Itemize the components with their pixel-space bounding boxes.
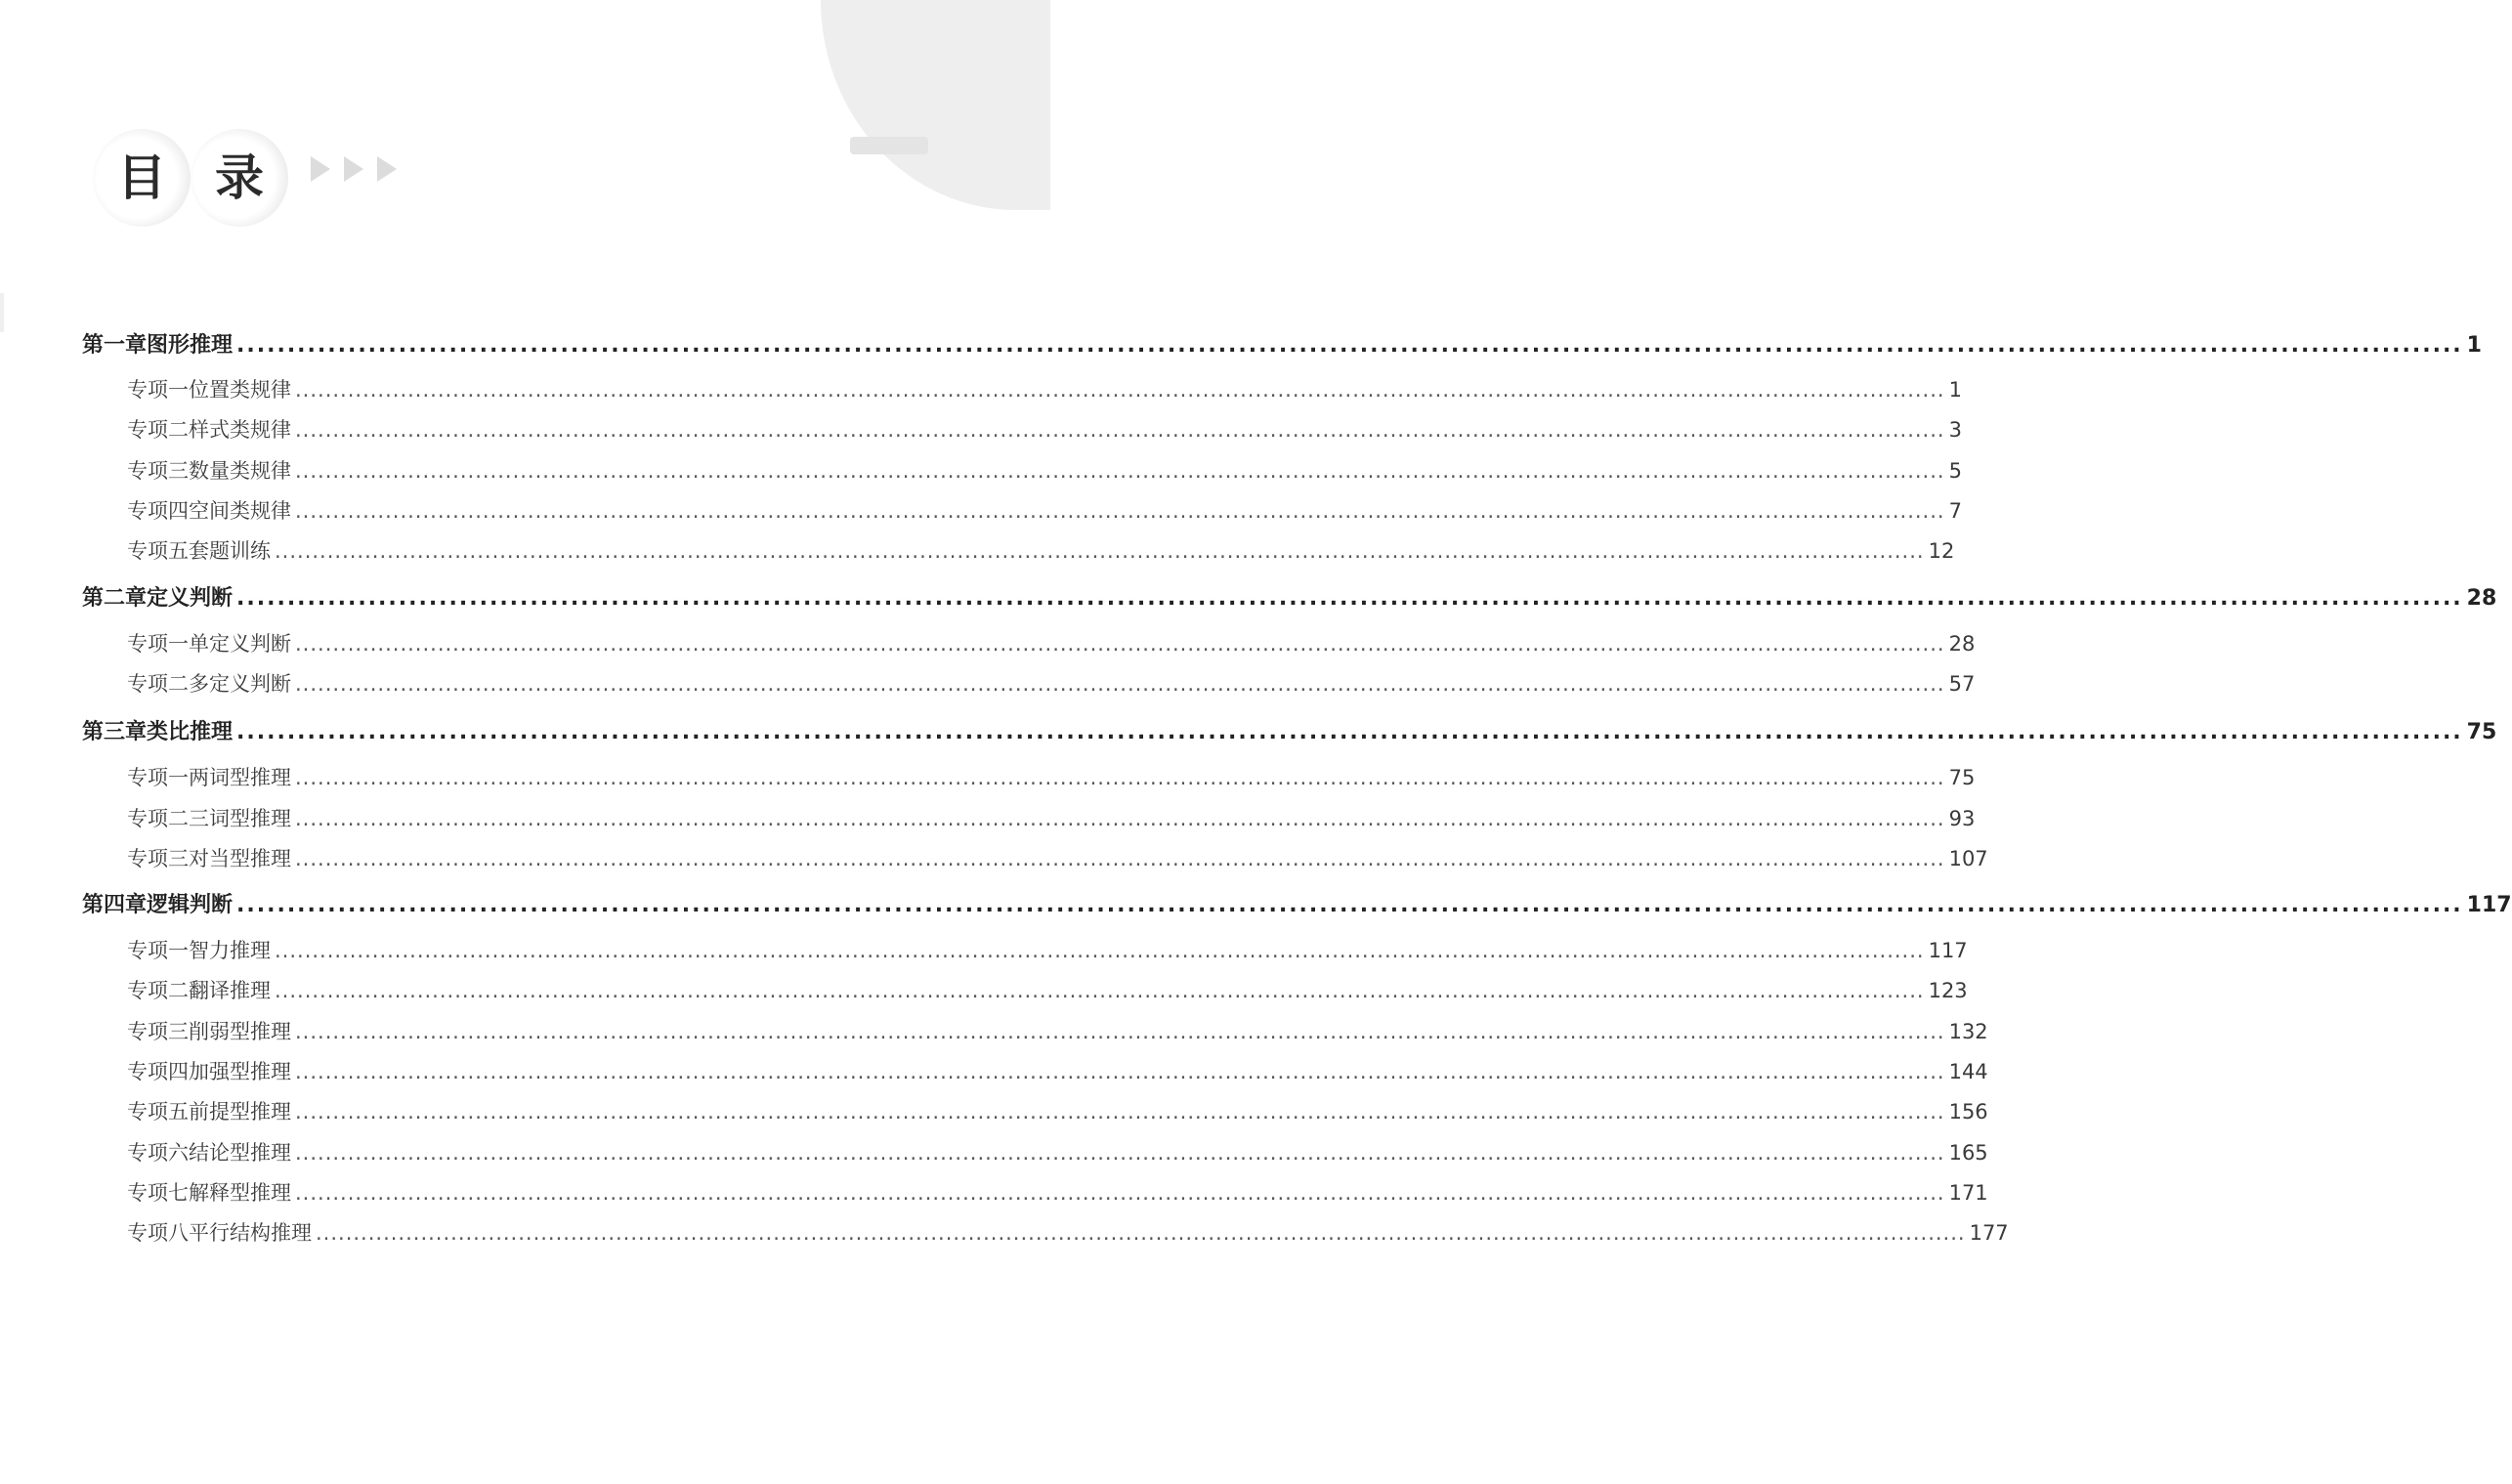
toc-page-number: 1 — [1948, 378, 1962, 402]
toc-page-number: 75 — [1948, 766, 1976, 789]
arrow-right-icon — [311, 156, 330, 182]
toc-leader-dots: ............................................................................................................................................................................................................................ — [295, 1100, 1945, 1124]
toc-entry-title: 样式类规律 — [189, 418, 291, 442]
toc-entry-number: 专项七 — [127, 1181, 189, 1205]
toc-page-number: 57 — [1948, 672, 1976, 696]
toc-entry-title: 逻辑判断 — [147, 893, 234, 917]
toc-entry-title: 加强型推理 — [189, 1060, 291, 1083]
toc-section-row[interactable] — [127, 374, 1962, 403]
toc-entry-title: 单定义判断 — [189, 632, 291, 656]
toc-entry-number: 专项三 — [127, 1020, 189, 1043]
toc-section-row[interactable] — [127, 975, 1968, 1004]
toc-entry-title: 图形推理 — [147, 333, 234, 358]
toc-entry-number: 专项三 — [127, 459, 189, 483]
toc-leader-dots: ............................................................................................................................................................................................................................ — [295, 807, 1945, 830]
toc-page-number: 144 — [1948, 1060, 1988, 1083]
toc-entry-title: 定义判断 — [147, 586, 234, 611]
toc-entry-number: 专项四 — [127, 499, 189, 523]
toc-page-number: 132 — [1948, 1020, 1988, 1043]
toc-leader-dots: ............................................................................................................................................................................................................................ — [295, 766, 1945, 789]
toc-entry-number: 专项二 — [127, 672, 189, 696]
toc-section-row[interactable] — [127, 414, 1962, 444]
title-disc-1 — [93, 129, 191, 227]
toc-entry-number: 专项一 — [127, 939, 189, 962]
toc-entry-title: 智力推理 — [189, 939, 271, 962]
toc-section-row[interactable] — [127, 455, 1962, 485]
toc-entry-title: 平行结构推理 — [189, 1221, 312, 1245]
toc-page-number: 5 — [1948, 459, 1962, 483]
toc-entry-number: 专项四 — [127, 1060, 189, 1083]
arrow-right-icon — [377, 156, 397, 182]
toc-entry-number: 专项五 — [127, 539, 189, 563]
toc-section-row[interactable] — [127, 495, 1962, 525]
toc-entry-title: 空间类规律 — [189, 499, 291, 523]
toc-leader-dots: ............................................................................................................................................................................................................................ — [236, 720, 2463, 744]
toc-page-number: 93 — [1948, 807, 1976, 830]
toc-leader-dots: ............................................................................................................................................................................................................................ — [236, 586, 2463, 611]
toc-entry-title: 解释型推理 — [189, 1181, 291, 1205]
toc-page-number: 75 — [2466, 720, 2497, 744]
toc-entry-number: 第三章 — [82, 720, 148, 744]
toc-leader-dots: ............................................................................................................................................................................................................................ — [316, 1221, 1966, 1245]
toc-page-number: 165 — [1948, 1141, 1988, 1165]
toc-leader-dots: ............................................................................................................................................................................................................................ — [295, 459, 1945, 483]
toc-leader-dots: ............................................................................................................................................................................................................................ — [295, 1020, 1945, 1043]
toc-leader-dots: ............................................................................................................................................................................................................................ — [295, 1141, 1945, 1165]
toc-leader-dots: ............................................................................................................................................................................................................................ — [295, 672, 1945, 696]
toc-entry-title: 对当型推理 — [189, 847, 291, 870]
toc-page-number: 28 — [1948, 632, 1976, 656]
toc-entry-number: 第四章 — [82, 893, 148, 917]
toc-page-number: 177 — [1969, 1221, 2009, 1245]
toc-section-row[interactable] — [127, 1137, 1988, 1166]
toc-leader-dots: ............................................................................................................................................................................................................................ — [275, 979, 1925, 1002]
toc-chapter-row[interactable] — [82, 581, 2497, 612]
toc-leader-dots: ............................................................................................................................................................................................................................ — [295, 499, 1945, 523]
toc-entry-number: 专项一 — [127, 632, 189, 656]
title-disc-2 — [191, 129, 288, 227]
toc-section-row[interactable] — [127, 1096, 1988, 1125]
toc-leader-dots: ............................................................................................................................................................................................................................ — [295, 418, 1945, 442]
toc-page-number: 117 — [1928, 939, 1968, 962]
toc-leader-dots: ............................................................................................................................................................................................................................ — [295, 378, 1945, 402]
toc-entry-title: 数量类规律 — [189, 459, 291, 483]
toc-entry-number: 专项二 — [127, 418, 189, 442]
toc-page-number: 123 — [1928, 979, 1968, 1002]
corner-decoration-mark — [850, 137, 928, 154]
title-char-1: 目 — [117, 149, 166, 206]
toc-section-row[interactable] — [127, 843, 1988, 872]
title-char-2: 录 — [215, 149, 264, 206]
toc-section-row[interactable] — [127, 1016, 1988, 1045]
corner-decoration — [821, 0, 1050, 210]
toc-page-number: 3 — [1948, 418, 1962, 442]
toc-leader-dots: ............................................................................................................................................................................................................................ — [295, 1181, 1945, 1205]
edge-decoration — [0, 293, 4, 332]
toc-page-number: 7 — [1948, 499, 1962, 523]
toc-entry-number: 专项三 — [127, 847, 189, 870]
toc-section-row[interactable] — [127, 628, 1976, 657]
toc-chapter-row[interactable] — [82, 715, 2497, 745]
toc-entry-number: 第二章 — [82, 586, 148, 611]
toc-entry-title: 套题训练 — [189, 539, 271, 563]
toc-entry-title: 两词型推理 — [189, 766, 291, 789]
toc-page-number: 107 — [1948, 847, 1988, 870]
toc-page-number: 156 — [1948, 1100, 1988, 1124]
title-arrows — [311, 156, 397, 182]
toc-leader-dots: ............................................................................................................................................................................................................................ — [236, 333, 2463, 358]
toc-page-number: 117 — [2466, 893, 2512, 917]
toc-entry-number: 专项八 — [127, 1221, 189, 1245]
toc-section-row[interactable] — [127, 535, 1955, 565]
toc-chapter-row[interactable] — [82, 328, 2482, 359]
toc-leader-dots: ............................................................................................................................................................................................................................ — [295, 847, 1945, 870]
toc-entry-number: 专项一 — [127, 378, 189, 402]
toc-page-number: 1 — [2466, 333, 2482, 358]
toc-chapter-row[interactable] — [82, 888, 2512, 918]
toc-leader-dots: ............................................................................................................................................................................................................................ — [275, 539, 1925, 563]
toc-section-row[interactable] — [127, 1056, 1988, 1085]
toc-entry-title: 位置类规律 — [189, 378, 291, 402]
toc-entry-number: 专项六 — [127, 1141, 189, 1165]
toc-section-row[interactable] — [127, 803, 1976, 832]
toc-leader-dots: ............................................................................................................................................................................................................................ — [275, 939, 1925, 962]
toc-page-number: 12 — [1928, 539, 1955, 563]
toc-entry-title: 多定义判断 — [189, 672, 291, 696]
toc-section-row[interactable] — [127, 668, 1976, 698]
toc-page-number: 171 — [1948, 1181, 1988, 1205]
toc-leader-dots: ............................................................................................................................................................................................................................ — [295, 632, 1945, 656]
toc-section-row[interactable] — [127, 1177, 1988, 1207]
toc-entry-number: 专项一 — [127, 766, 189, 789]
toc-entry-title: 类比推理 — [147, 720, 234, 744]
toc-leader-dots: ............................................................................................................................................................................................................................ — [236, 893, 2463, 917]
toc-entry-number: 专项五 — [127, 1100, 189, 1124]
toc-entry-title: 削弱型推理 — [189, 1020, 291, 1043]
toc-page-number: 28 — [2466, 586, 2497, 611]
toc-section-row[interactable] — [127, 762, 1976, 791]
arrow-right-icon — [344, 156, 363, 182]
toc-leader-dots: ............................................................................................................................................................................................................................ — [295, 1060, 1945, 1083]
toc-entry-number: 专项二 — [127, 979, 189, 1002]
toc-section-row[interactable] — [127, 935, 1968, 964]
toc-section-row[interactable] — [127, 1217, 2009, 1247]
toc-entry-number: 专项二 — [127, 807, 189, 830]
toc-entry-title: 前提型推理 — [189, 1100, 291, 1124]
toc-entry-title: 翻译推理 — [189, 979, 271, 1002]
toc-entry-title: 三词型推理 — [189, 807, 291, 830]
toc-entry-number: 第一章 — [82, 333, 148, 358]
toc-entry-title: 结论型推理 — [189, 1141, 291, 1165]
